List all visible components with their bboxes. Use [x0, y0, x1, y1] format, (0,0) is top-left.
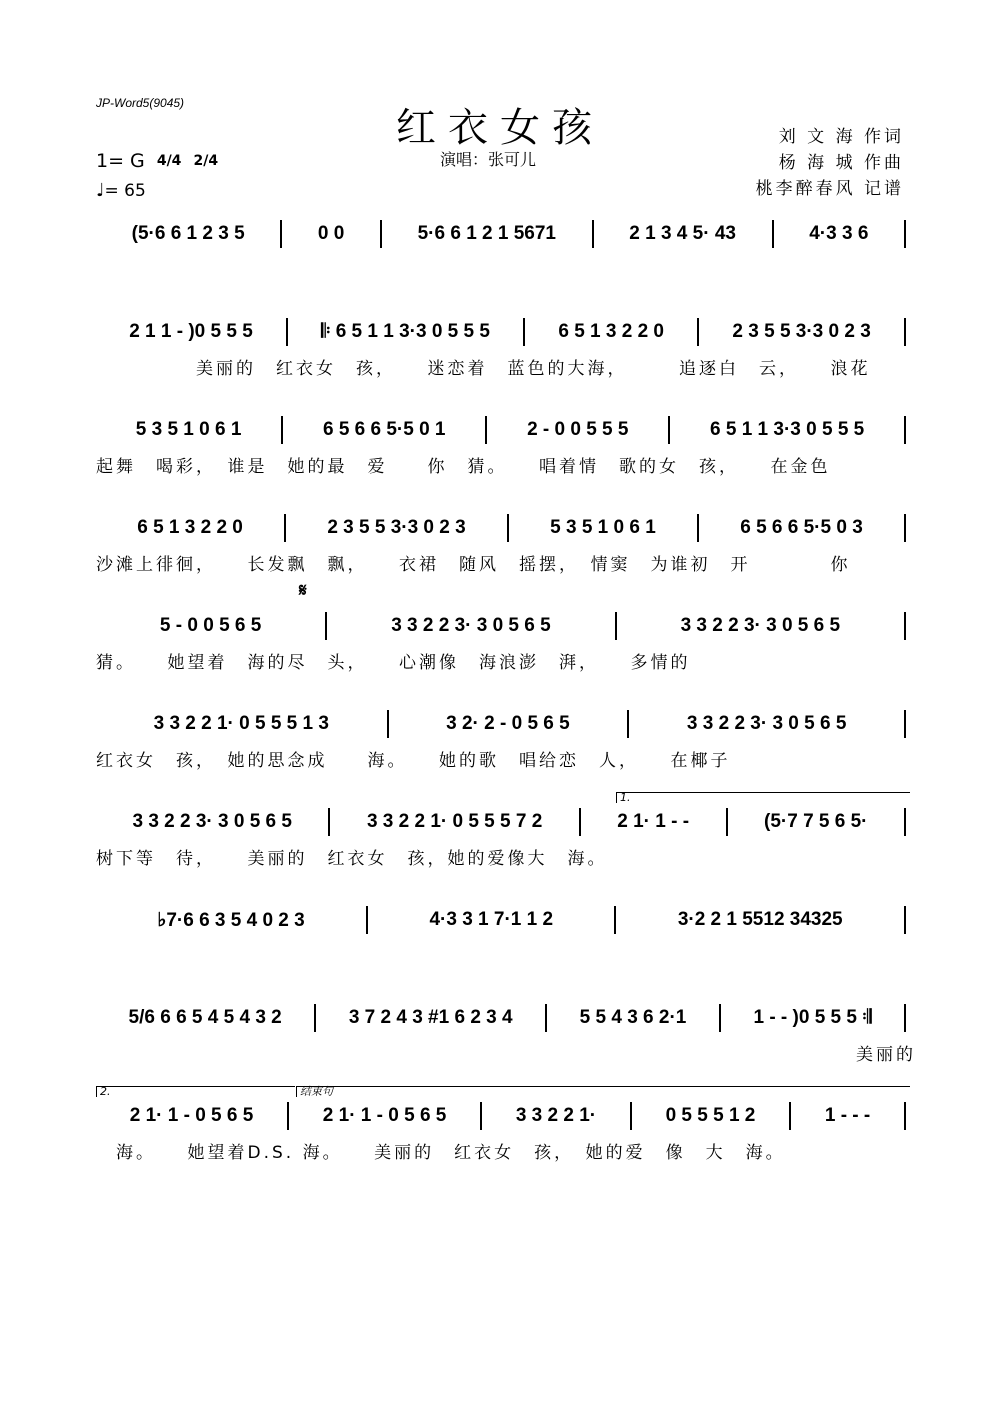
measure: (5·6 6 1 2 3 5 [131, 223, 245, 244]
measure: 0 5 5 5 1 2 [665, 1105, 756, 1126]
measure: 3·2 2 1 5512 34325 [677, 909, 843, 930]
measure: 2 1 3 4 5· 43 [629, 223, 736, 244]
score-system [96, 994, 916, 1092]
barline [904, 612, 906, 640]
notes-row [96, 710, 906, 738]
score-system [96, 700, 906, 798]
measure: 6 5 6 6 5·5 0 3 [740, 517, 863, 538]
score-system [96, 580, 906, 700]
key-signature [96, 150, 218, 172]
measure: 5·6 6 1 2 1 5671 [417, 223, 556, 244]
tempo-marking [96, 180, 146, 201]
measure: ♭7·6 6 3 5 4 0 2 3 [157, 909, 305, 931]
score-system [96, 1085, 906, 1190]
transcriber-credit: 桃李醉春风 记谱 [755, 179, 904, 199]
measure: 3 7 2 4 3 #1 6 2 3 4 [348, 1007, 513, 1028]
notes-row [96, 318, 906, 346]
barline [904, 1102, 906, 1130]
measure: 3 3 2 2 3· 3 0 5 6 5 [391, 615, 551, 636]
score-body [96, 210, 916, 1190]
measure: 6 5 1 1 3·3 0 5 5 5 [710, 419, 865, 440]
volta-bracket: 2. [96, 1086, 295, 1097]
score-system [96, 504, 906, 602]
measure: 2 1· 1 - 0 5 6 5 [129, 1105, 254, 1126]
measure: 3 3 2 2 1· [515, 1105, 597, 1126]
measure: 1 - - - [824, 1105, 871, 1126]
measure: 0 0 [317, 223, 345, 244]
barline [904, 1004, 906, 1032]
measure: 4·3 3 6 [809, 223, 869, 244]
lyrics-row: 海。 她望着D.S. 海。 美丽的 红衣女 孩， 她的爱 像 大 海。 [96, 1143, 786, 1163]
measure: 3 3 2 2 1· 0 5 5 5 1 3 [153, 713, 329, 734]
barline [904, 416, 906, 444]
notes-row [96, 514, 906, 542]
measure: 3 3 2 2 3· 3 0 5 6 5 [680, 615, 841, 636]
barline [904, 220, 906, 248]
notes-row [96, 220, 906, 248]
measure: 3 3 2 2 1· 0 5 5 5 7 2 [366, 811, 543, 832]
measure: 3 2· 2 - 0 5 6 5 [446, 713, 570, 734]
lyrics-row: 红衣女 孩， 她的思念成 海。 她的歌 唱给恋 人， 在椰子 [96, 751, 731, 771]
measure: 2 - 0 0 5 5 5 [527, 419, 629, 440]
lyrics-row: 起舞 喝彩， 谁是 她的最 爱 你 猜。 唱着情 歌的女 孩， 在金色 [96, 457, 831, 477]
measure: 2 3 5 5 3·3 0 2 3 [732, 321, 871, 342]
notes-row [96, 906, 906, 934]
measure: 6 5 1 3 2 2 0 [558, 321, 664, 342]
score-system [96, 791, 906, 896]
lyrics-row: 美丽的 [96, 1045, 916, 1065]
time-signature-1: 4/4 [156, 153, 182, 169]
lyrics-row: 美丽的 红衣女 孩， 迷恋着 蓝色的大海， 追逐白 云， 浪花 [96, 359, 871, 379]
barline [904, 514, 906, 542]
barline [904, 318, 906, 346]
song-title: 红衣女孩 [396, 105, 604, 151]
lyrics-row: 猜。 她望着 海的尽 头， 心潮像 海浪澎 湃， 多情的 [96, 653, 691, 673]
measure: 5 3 5 1 0 6 1 [135, 419, 242, 440]
measure: 3 3 2 2 3· 3 0 5 6 5 [686, 713, 847, 734]
score-system [96, 210, 906, 308]
composer-credit: 杨 海 城 作曲 [778, 153, 904, 173]
measure: 5 5 4 3 6 2·1 [579, 1007, 687, 1028]
measure: 1 - - )0 5 5 5 𝄇 [753, 1007, 872, 1028]
lyrics-row: 沙滩上徘徊， 长发飘 飘， 衣裙 随风 摇摆， 情窦 为谁初 开 你 [96, 555, 851, 575]
notes-row [96, 808, 906, 836]
credits-block [756, 124, 904, 202]
measure: 𝄆 6 5 1 1 3·3 0 5 5 5 [321, 321, 490, 342]
singer-credit: 演唱：张可儿 [440, 150, 537, 169]
measure: 5/6 6 6 5 4 5 4 3 2 [128, 1007, 282, 1028]
measure: 6 5 1 3 2 2 0 [137, 517, 243, 538]
software-label: JP-Word5(9045) [96, 96, 185, 110]
barline [904, 808, 906, 836]
ending-label: 结束句 [296, 1086, 910, 1097]
barline [904, 906, 906, 934]
notes-row [96, 1102, 906, 1130]
segno-sign: 𝄋 [299, 580, 307, 601]
score-system [96, 406, 906, 504]
lyricist-credit: 刘 文 海 作词 [778, 127, 904, 147]
volta-bracket: 1. [616, 792, 910, 803]
measure: 5 3 5 1 0 6 1 [550, 517, 656, 538]
measure: 4·3 3 1 7·1 1 2 [429, 909, 554, 930]
measure: 3 3 2 2 3· 3 0 5 6 5 [132, 811, 292, 832]
notes-row [96, 416, 906, 444]
measure: 2 1· 1 - - [617, 811, 690, 832]
measure: 6 5 6 6 5·5 0 1 [322, 419, 446, 440]
key-label: 1= G [96, 150, 145, 172]
measure: 5 - 0 0 5 6 5 [159, 615, 262, 636]
notes-row [96, 612, 906, 640]
score-system [96, 896, 906, 994]
measure: 2 1 1 - )0 5 5 5 [129, 321, 253, 342]
measure: 2 1· 1 - 0 5 6 5 [322, 1105, 447, 1126]
quarter-note-icon: ♩ [96, 180, 105, 201]
time-signature-2: 2/4 [193, 153, 219, 169]
tempo-value: = 65 [104, 181, 146, 201]
score-system [96, 308, 906, 406]
barline [904, 710, 906, 738]
notes-row [96, 1004, 906, 1032]
lyrics-row: 树下等 待， 美丽的 红衣女 孩，她的爱像大 海。 [96, 849, 608, 869]
measure: (5·7 7 5 6 5· [764, 811, 868, 832]
measure: 2 3 5 5 3·3 0 2 3 [327, 517, 466, 538]
